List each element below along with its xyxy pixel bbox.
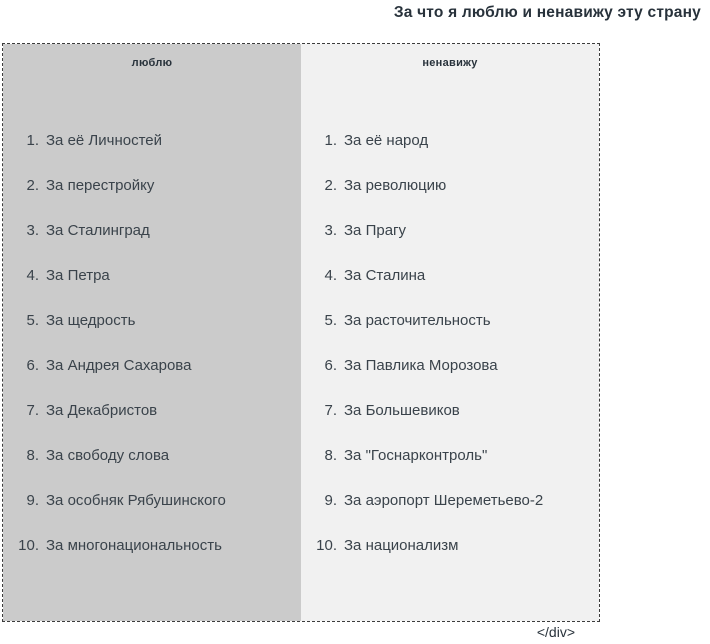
list-item-number: 4. [26, 267, 39, 284]
list-item [3, 358, 301, 374]
content-block-div[interactable] [2, 43, 600, 622]
list-item-text: За многонациональность [46, 537, 222, 554]
list-item [3, 178, 301, 194]
list-item [3, 448, 301, 464]
list-item-text: За Сталина [344, 267, 426, 284]
list-item-text: За Павлика Морозова [344, 357, 498, 374]
list-item-text: За Сталинград [46, 222, 150, 239]
list-item-number: 3. [324, 222, 337, 239]
list-item-number: 7. [324, 402, 337, 419]
list-item-number: 5. [324, 312, 337, 329]
list-item-text: За Прагу [344, 222, 407, 239]
love-list [3, 133, 301, 554]
list-item [301, 493, 599, 509]
list-item [3, 268, 301, 284]
list-item [301, 313, 599, 329]
list-item-text: За особняк Рябушинского [46, 492, 226, 509]
hate-column-header: ненавижу [422, 57, 478, 69]
list-item-number: 2. [26, 177, 39, 194]
list-item [3, 403, 301, 419]
list-item [3, 493, 301, 509]
list-item-text: За Декабристов [46, 402, 158, 419]
list-item-number: 1. [324, 132, 337, 149]
hate-column [301, 44, 599, 621]
list-item-number: 3. [26, 222, 39, 239]
list-item-number: 2. [324, 177, 337, 194]
list-item [3, 133, 301, 149]
list-item [301, 268, 599, 284]
list-item-number: 4. [324, 267, 337, 284]
love-column-header: люблю [131, 57, 173, 69]
closing-div-tag-label: </div> [536, 624, 575, 640]
list-item-text: За расточительность [344, 312, 491, 329]
list-item-text: За её Личностей [46, 132, 163, 149]
list-item-text: За "Госнарконтроль" [344, 447, 488, 464]
list-item-text: За Большевиков [344, 402, 460, 419]
list-item-number: 6. [324, 357, 337, 374]
list-item-text: За перестройку [46, 177, 155, 194]
list-item [3, 313, 301, 329]
list-item-text: За революцию [344, 177, 447, 194]
list-item-text: За национализм [344, 537, 459, 554]
list-item-text: За её народ [344, 132, 429, 149]
page-title: За что я люблю и ненавижу эту страну [393, 4, 701, 21]
list-item-number: 8. [26, 447, 39, 464]
list-item-number: 1. [26, 132, 39, 149]
list-item-number: 8. [324, 447, 337, 464]
list-item-text: За щедрость [46, 312, 136, 329]
list-item [301, 133, 599, 149]
list-item-number: 10. [316, 537, 337, 554]
list-item [301, 178, 599, 194]
list-item [3, 223, 301, 239]
list-item-number: 5. [26, 312, 39, 329]
hate-list [301, 133, 599, 554]
list-item-number: 6. [26, 357, 39, 374]
list-item-number: 9. [324, 492, 337, 509]
list-item [301, 358, 599, 374]
list-item-text: За Петра [46, 267, 110, 284]
list-item [301, 448, 599, 464]
list-item [301, 223, 599, 239]
list-item-number: 7. [26, 402, 39, 419]
list-item-text: За аэропорт Шереметьево-2 [344, 492, 544, 509]
list-item [3, 538, 301, 554]
love-column [3, 44, 301, 621]
list-item [301, 538, 599, 554]
list-item-text: За свободу слова [46, 447, 170, 464]
list-item-number: 10. [18, 537, 39, 554]
list-item [301, 403, 599, 419]
list-item-number: 9. [26, 492, 39, 509]
list-item-text: За Андрея Сахарова [46, 357, 192, 374]
